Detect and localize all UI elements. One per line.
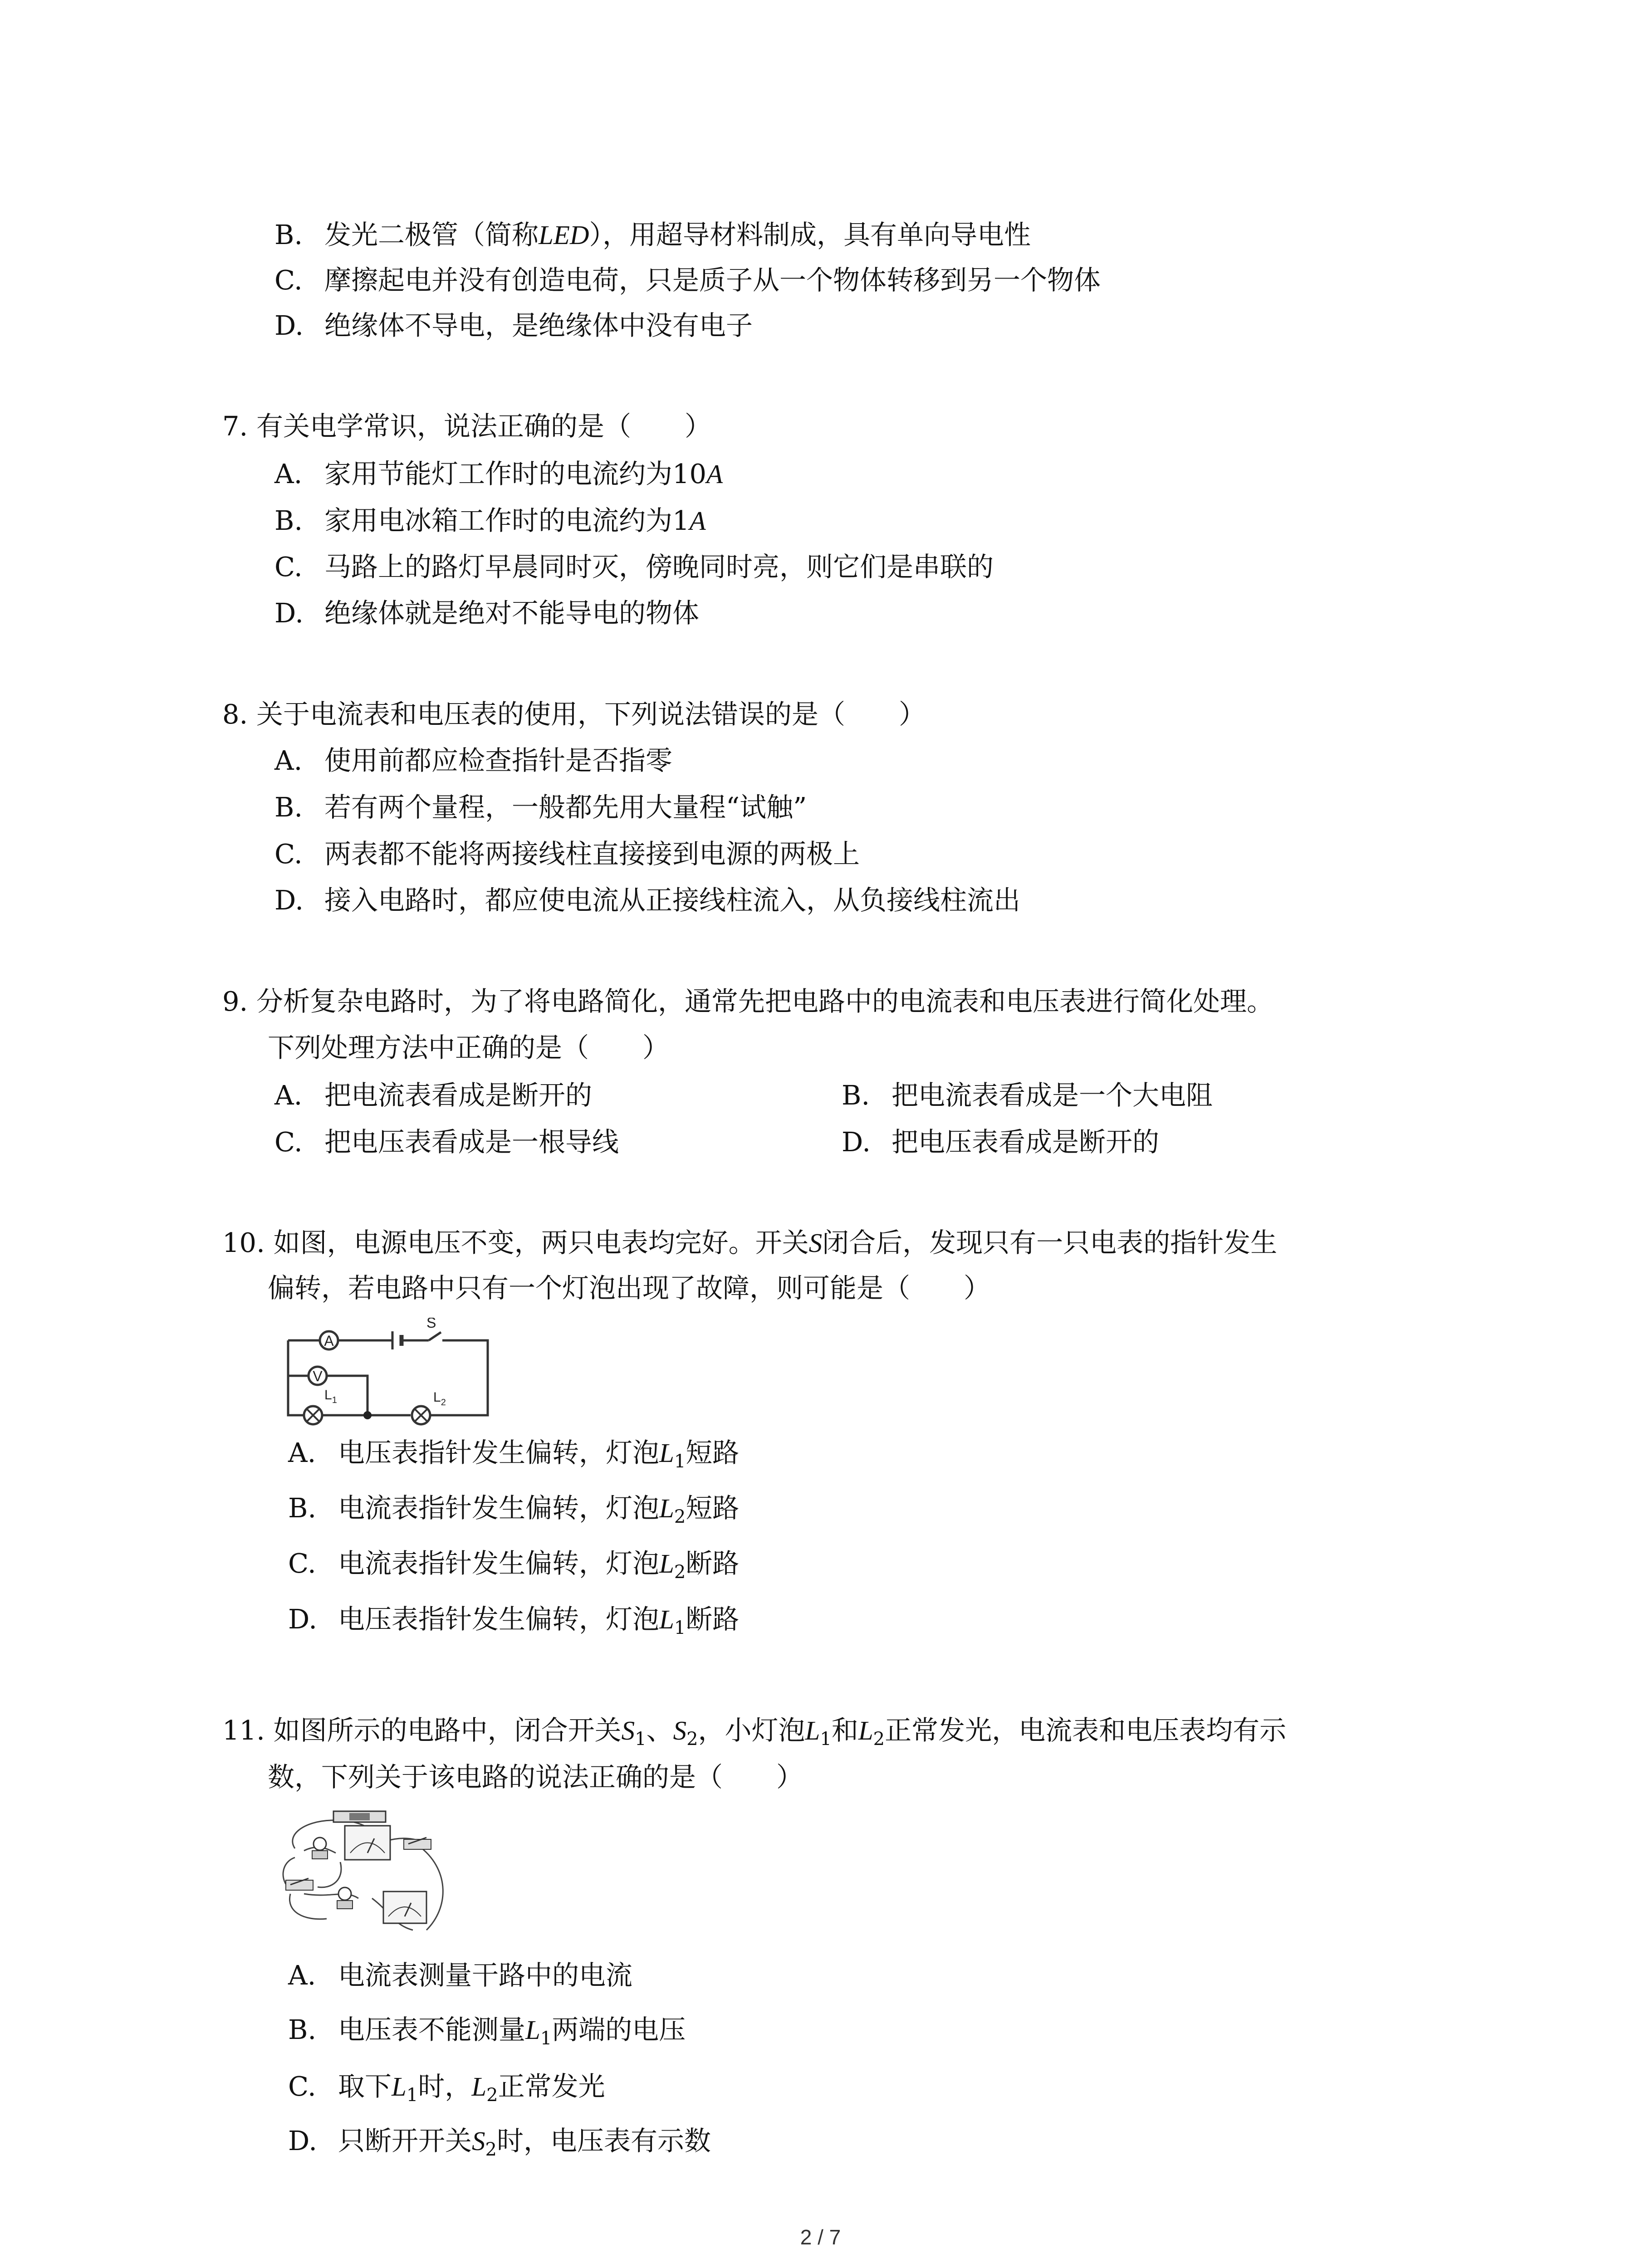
q9-option-d: D. 把电压表看成是断开的 bbox=[842, 1126, 1160, 1158]
q9-stem-line1: 9. 分析复杂电路时，为了将电路简化，通常先把电路中的电流表和电压表进行简化处理。 bbox=[222, 986, 1274, 1017]
q8-option-b: B. 若有两个量程，一般都先用大量程“试触” bbox=[274, 792, 807, 823]
q11-option-a: A. 电流表测量干路中的电流 bbox=[288, 1960, 633, 1991]
q9-option-b: B. 把电流表看成是一个大电阻 bbox=[842, 1080, 1213, 1111]
bulb-l2-icon bbox=[337, 1887, 353, 1909]
q9-option-a: A. 把电流表看成是断开的 bbox=[274, 1080, 593, 1111]
q10-option-c: C. 电流表指针发生偏转，灯泡$L_2$断路 bbox=[288, 1548, 740, 1583]
voltmeter-icon bbox=[309, 1367, 327, 1385]
q10-stem-line2: 偏转，若电路中只有一个灯泡出现了故障，则可能是（ ） bbox=[268, 1272, 991, 1304]
q6-option-c: C. 摩擦起电并没有创造电荷，只是质子从一个物体转移到另一个物体 bbox=[274, 262, 1101, 298]
q7-stem: 7. 有关电学常识，说法正确的是（ ） bbox=[222, 411, 712, 442]
meter-top-icon bbox=[345, 1826, 390, 1860]
option-letter: B. bbox=[274, 219, 303, 250]
q10-option-d: D. 电压表指针发生偏转，灯泡$L_1$断路 bbox=[288, 1603, 740, 1638]
q11-circuit-photo bbox=[277, 1808, 458, 1944]
q11-stem-line1: 11. 如图所示的电路中，闭合开关$S_1$、$S_2$，小灯泡$L_1$和$L_2$正常发光，电流表和电压表均有示 bbox=[222, 1715, 1287, 1750]
q11-stem-line2: 数，下列关于该电路的说法正确的是（ ） bbox=[268, 1761, 803, 1793]
lamp-l1-icon bbox=[304, 1406, 322, 1424]
switch-s2-icon bbox=[286, 1878, 313, 1890]
meter-bottom-icon bbox=[383, 1892, 426, 1923]
option-letter: D. bbox=[274, 310, 304, 341]
q10-stem-line1: 10. 如图，电源电压不变，两只电表均完好。开关S闭合后，发现只有一只电表的指针发生 bbox=[222, 1227, 1278, 1258]
q8-option-c: C. 两表都不能将两接线柱直接接到电源的两极上 bbox=[274, 838, 860, 870]
lamp-l2-label: $L_2$ bbox=[433, 1390, 446, 1408]
q11-option-b: B. 电压表不能测量$L_1$两端的电压 bbox=[288, 2014, 686, 2049]
bulb-l1-icon bbox=[312, 1838, 328, 1859]
lamp-l1-label: $L_1$ bbox=[324, 1388, 337, 1405]
q9-option-c: C. 把电压表看成是一根导线 bbox=[274, 1126, 619, 1158]
q7-option-d: D. 绝缘体就是绝对不能导电的物体 bbox=[274, 597, 700, 629]
q8-option-a: A. 使用前都应检查指针是否指零 bbox=[274, 745, 673, 776]
q10-option-a: A. 电压表指针发生偏转，灯泡$L_1$短路 bbox=[288, 1437, 740, 1472]
q10-option-b: B. 电流表指针发生偏转，灯泡$L_2$短路 bbox=[288, 1492, 740, 1527]
switch-label: S bbox=[426, 1318, 436, 1331]
option-letter: C. bbox=[274, 264, 303, 296]
q7-option-a: A. 家用节能灯工作时的电流约为10A bbox=[274, 458, 723, 489]
lamp-l2-icon bbox=[412, 1406, 430, 1424]
q11-option-d: D. 只断开开关$S_2$时，电压表有示数 bbox=[288, 2125, 711, 2160]
battery-icon bbox=[333, 1811, 386, 1822]
q6-option-d: D. 绝缘体不导电，是绝缘体中没有电子 bbox=[274, 308, 753, 344]
svg-text:A: A bbox=[324, 1333, 334, 1349]
q9-stem-line2: 下列处理方法中正确的是（ ） bbox=[268, 1032, 670, 1063]
page-number: 2 / 7 bbox=[800, 2225, 841, 2249]
switch-s1-icon bbox=[404, 1838, 431, 1849]
q10-circuit-diagram bbox=[281, 1318, 495, 1427]
svg-text:V: V bbox=[313, 1368, 323, 1384]
q11-option-c: C. 取下$L_1$时，$L_2$正常发光 bbox=[288, 2071, 605, 2106]
junction-dot bbox=[363, 1411, 372, 1419]
q7-option-c: C. 马路上的路灯早晨同时灭，傍晚同时亮，则它们是串联的 bbox=[274, 551, 994, 582]
ammeter-icon bbox=[320, 1331, 338, 1349]
q8-stem: 8. 关于电流表和电压表的使用，下列说法错误的是（ ） bbox=[222, 699, 926, 730]
q6-option-b: B. 发光二极管（简称LED），用超导材料制成，具有单向导电性 bbox=[274, 217, 1031, 253]
q7-option-b: B. 家用电冰箱工作时的电流约为1A bbox=[274, 505, 706, 536]
q8-option-d: D. 接入电路时，都应使电流从正接线柱流入，从负接线柱流出 bbox=[274, 885, 1021, 916]
